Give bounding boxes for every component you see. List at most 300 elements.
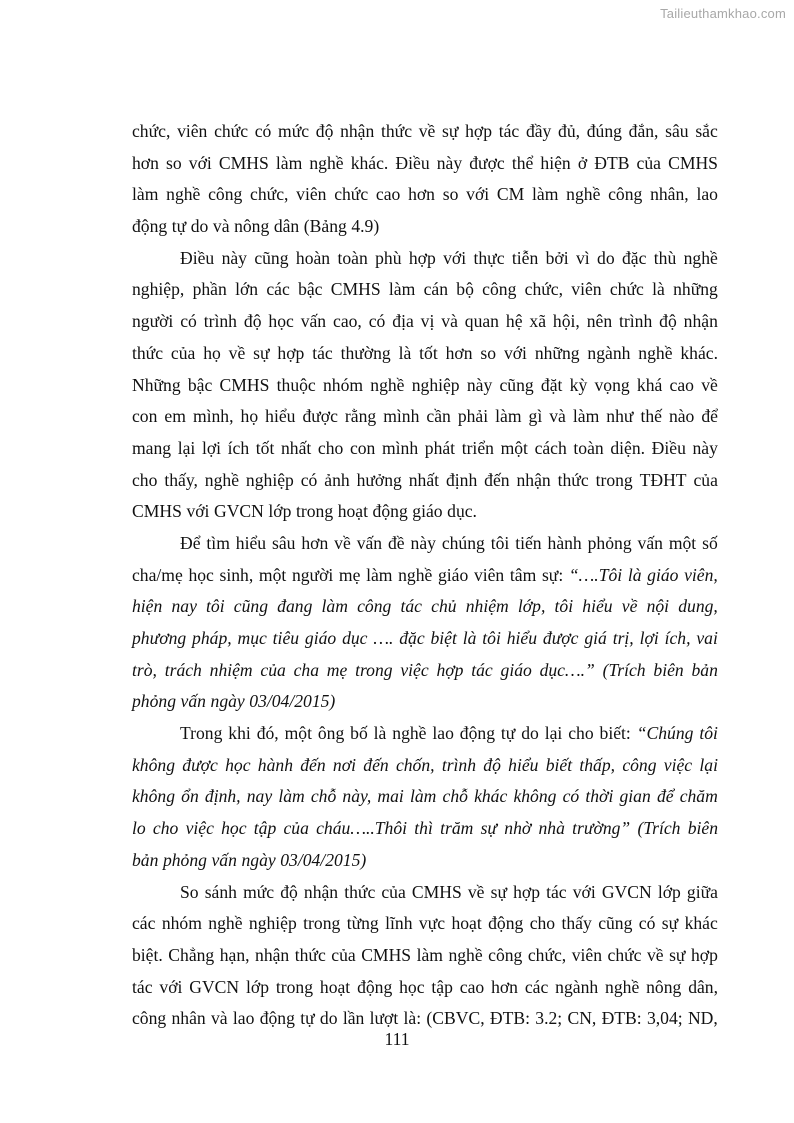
word: thức xyxy=(380,121,412,141)
quote-word: vấn xyxy=(211,849,237,870)
quote-word: trách xyxy=(164,659,202,680)
quote-word: việc xyxy=(185,818,214,839)
word: này xyxy=(466,374,493,395)
word: cho xyxy=(568,723,594,744)
word: nhất xyxy=(280,437,312,458)
text-line xyxy=(132,274,718,306)
quote-word: trị, xyxy=(612,628,634,648)
word: CMHS xyxy=(411,881,462,902)
quote-word: viên, xyxy=(684,564,718,585)
quote-word: dung, xyxy=(678,596,718,617)
word: em xyxy=(164,406,186,427)
word: nghiệp xyxy=(248,913,297,934)
word: các xyxy=(266,279,290,300)
quote-word: 03/04/2015) xyxy=(280,849,367,870)
quote-word: trò, xyxy=(132,659,157,680)
word: công xyxy=(482,279,517,300)
word: cao xyxy=(375,184,401,205)
word: phù xyxy=(375,247,402,268)
word: cao, xyxy=(333,311,362,332)
word: vị xyxy=(420,311,435,332)
word: tìm xyxy=(206,532,230,553)
quote-word: (Trích xyxy=(602,659,646,680)
word: của xyxy=(331,944,356,965)
quote-word: là xyxy=(627,564,642,585)
word: lại xyxy=(544,723,563,744)
word: là: xyxy=(403,1008,422,1029)
word: này xyxy=(692,437,718,458)
quote-word: công xyxy=(622,754,657,775)
word: sắc xyxy=(695,121,718,141)
word: như xyxy=(606,406,634,427)
word: ND, xyxy=(687,1008,718,1029)
word: ông xyxy=(317,723,345,744)
quote-word: hiểu xyxy=(508,754,539,775)
word: so xyxy=(442,184,459,205)
word: một xyxy=(668,532,697,553)
word: nhận xyxy=(303,881,339,902)
word: đúng xyxy=(586,121,622,141)
text-line xyxy=(132,401,718,433)
word: tập xyxy=(431,976,453,997)
word: ĐTB xyxy=(594,152,630,173)
word: hoàn xyxy=(295,247,331,268)
word: hiểu xyxy=(265,406,296,427)
word: so xyxy=(166,152,182,173)
quote-word: học xyxy=(221,818,247,839)
word: lớn xyxy=(235,279,259,300)
text-line xyxy=(132,211,718,243)
word: độ xyxy=(659,311,677,332)
word: một xyxy=(258,564,287,585)
word: con xyxy=(132,406,158,427)
word: và xyxy=(212,216,230,237)
word: bậc xyxy=(298,279,323,300)
word: hoạt xyxy=(451,913,482,934)
quote-word: chỗ xyxy=(442,786,468,807)
quote-word: cho xyxy=(152,818,179,839)
word: với xyxy=(159,976,183,997)
word: sự xyxy=(661,913,679,934)
word: lại xyxy=(177,437,196,458)
word: Chẳng xyxy=(168,944,215,965)
word: và xyxy=(211,1008,228,1029)
word: thức xyxy=(132,342,164,363)
word: vực xyxy=(418,913,446,934)
quote-word: “Chúng xyxy=(636,723,694,744)
quote-word: biệt xyxy=(430,628,457,648)
quote-word: tập xyxy=(253,818,277,839)
word: học xyxy=(268,311,294,332)
word: định xyxy=(445,469,478,490)
word: vấn xyxy=(637,532,663,553)
word: sâu xyxy=(272,532,296,553)
word: nghề xyxy=(392,723,427,744)
quote-word: được xyxy=(182,754,218,775)
quote-word: nay xyxy=(246,786,273,807)
quote-word: phương xyxy=(132,628,187,648)
word: độ xyxy=(315,121,334,141)
quote-word: lo xyxy=(132,818,146,839)
word: mang xyxy=(132,437,172,458)
word: làm xyxy=(532,184,559,205)
word: tự xyxy=(300,1008,315,1029)
word: hội, xyxy=(552,311,580,332)
quote-word: vấn xyxy=(180,691,206,712)
word: Để xyxy=(180,532,201,553)
word: chức xyxy=(609,279,644,300)
word: hơn xyxy=(132,152,159,173)
word: nghề xyxy=(448,944,483,965)
word: hơn xyxy=(491,976,518,997)
word: khá xyxy=(636,374,663,395)
quote-word: mai xyxy=(377,786,404,807)
quote-word: học xyxy=(225,754,251,775)
word: ích xyxy=(227,437,250,458)
quote-word: của xyxy=(283,818,309,839)
word: Những xyxy=(132,374,181,395)
word: hạn, xyxy=(219,944,250,965)
word: xã xyxy=(529,311,547,332)
quote-word: ngày xyxy=(241,849,276,870)
word: chức, xyxy=(524,279,564,300)
quote-word: 03/04/2015) xyxy=(249,691,336,712)
word: diện. xyxy=(610,437,646,458)
word: cần xyxy=(426,406,451,427)
quote-word: bản xyxy=(132,849,159,870)
word: 3.2; xyxy=(535,1008,563,1029)
quote-word: làm xyxy=(278,786,305,807)
word: nhân, xyxy=(650,184,689,205)
word: hiện xyxy=(540,152,571,173)
word: phải xyxy=(457,406,489,427)
word: hành xyxy=(547,532,582,553)
quote-word: vai xyxy=(696,628,718,648)
word: sự xyxy=(669,944,686,965)
word: hơn xyxy=(301,532,329,553)
word: TĐHT xyxy=(639,469,687,490)
word: đặt xyxy=(540,374,563,395)
word: tự xyxy=(171,216,187,237)
quote-word: “….Tôi xyxy=(568,564,623,585)
word: tự xyxy=(500,723,516,744)
word: được xyxy=(469,152,505,173)
word: tiễn xyxy=(511,247,539,268)
word: những xyxy=(534,342,580,363)
word: do xyxy=(521,723,539,744)
quote-word: mẹ xyxy=(326,659,348,680)
word: thường xyxy=(340,342,391,363)
quote-word: mục xyxy=(237,628,267,648)
word: hợp xyxy=(277,342,305,363)
word: CMHS xyxy=(219,374,270,395)
word: có xyxy=(368,311,386,332)
word: nghề xyxy=(638,342,673,363)
word: nhận xyxy=(340,121,375,141)
word: địa xyxy=(392,311,414,332)
word: thuộc xyxy=(276,374,316,395)
quote-word: (Trích xyxy=(637,818,681,839)
word: trong xyxy=(595,469,633,490)
word: GVCN xyxy=(214,501,264,522)
word: sâu xyxy=(665,121,689,141)
word: và xyxy=(441,311,458,332)
word: viên xyxy=(296,184,327,205)
word: về xyxy=(418,121,436,141)
quote-word: trong xyxy=(355,659,393,680)
word: giáo xyxy=(412,501,443,522)
quote-word: thì xyxy=(414,818,433,839)
word: của xyxy=(693,469,718,490)
text-line xyxy=(132,591,718,623)
text-line xyxy=(132,686,718,718)
word: cao xyxy=(459,976,485,997)
text-line xyxy=(132,813,718,845)
word: dân, xyxy=(688,976,718,997)
word: nghề xyxy=(398,564,433,585)
quote-word: chăm xyxy=(679,786,718,807)
word: đắn, xyxy=(628,121,659,141)
watermark-text: Tailieuthamkhao.com xyxy=(660,6,786,21)
word: nghề xyxy=(166,184,201,205)
quote-word: cháu…..Thôi xyxy=(316,818,408,839)
word: bởi xyxy=(545,247,569,268)
text-line xyxy=(132,528,718,560)
word: hiểu xyxy=(235,532,267,553)
quote-word: đến xyxy=(363,754,389,775)
word: (CBVC, xyxy=(426,1008,485,1029)
word: GVCN xyxy=(189,976,240,997)
text-line xyxy=(132,306,718,338)
word: cho xyxy=(132,469,158,490)
quote-word: …. xyxy=(373,628,394,648)
word: nghề xyxy=(566,184,601,205)
word: đề xyxy=(388,532,405,553)
word: họ xyxy=(203,342,221,363)
word: có xyxy=(180,311,197,332)
word: tiến xyxy=(515,532,542,553)
word: về xyxy=(228,342,246,363)
quote-word: nhiệm xyxy=(465,596,509,617)
word: sự xyxy=(490,881,507,902)
word: với xyxy=(503,342,527,363)
word: viên xyxy=(473,564,505,585)
word: mình xyxy=(383,406,420,427)
word: dục. xyxy=(447,501,477,522)
word: Điều xyxy=(180,247,215,268)
word: mình xyxy=(381,437,419,458)
quote-word: tác xyxy=(400,596,422,617)
text-line xyxy=(132,718,718,750)
word: thức xyxy=(557,469,589,490)
word: để xyxy=(701,406,718,427)
word: nghề xyxy=(204,469,239,490)
word: rằng xyxy=(344,406,377,427)
word: làm xyxy=(416,944,443,965)
word: mức xyxy=(278,121,310,141)
word: họ xyxy=(240,406,259,427)
quote-word: dục….” xyxy=(539,659,595,680)
quote-word: tiêu xyxy=(272,628,300,648)
word: nghề xyxy=(208,913,243,934)
word: một xyxy=(500,437,528,458)
word: nên xyxy=(586,311,613,332)
quote-word: hiểu xyxy=(506,628,538,648)
text-line xyxy=(132,496,718,528)
word: CMHS xyxy=(218,152,269,173)
word: lĩnh xyxy=(385,913,413,934)
word: với xyxy=(466,184,490,205)
quote-word: giáo xyxy=(647,564,679,585)
word: người xyxy=(132,311,174,332)
quote-word: thời xyxy=(585,786,614,807)
quote-word: chỗ xyxy=(310,786,337,807)
word: của xyxy=(636,152,661,173)
word: là xyxy=(398,342,412,363)
quote-word: bản xyxy=(691,659,718,680)
word: cũng xyxy=(254,247,289,268)
text-line xyxy=(132,116,718,148)
word: biệt. xyxy=(132,944,163,965)
word: GVCN xyxy=(601,881,652,902)
word: lao xyxy=(696,184,718,205)
page-number: 111 xyxy=(384,1029,410,1049)
word: nhóm xyxy=(322,374,364,395)
word: lượt xyxy=(369,1008,399,1029)
word: nông xyxy=(234,216,270,237)
quote-word: ích, xyxy=(664,628,691,648)
word: động xyxy=(357,976,393,997)
word: chúng xyxy=(441,532,485,553)
word: hưởng xyxy=(356,469,402,490)
word: đó, xyxy=(256,723,279,744)
word: số xyxy=(702,532,718,553)
quote-word: không xyxy=(132,754,175,775)
word: viên xyxy=(571,279,602,300)
word: tâm xyxy=(509,564,537,585)
text-line xyxy=(132,750,718,782)
word: nghề xyxy=(309,152,344,173)
quote-word: cha xyxy=(293,659,320,680)
word: Điều xyxy=(651,437,686,458)
word: làm xyxy=(275,152,303,173)
text-line xyxy=(132,465,718,497)
quote-word: biên xyxy=(653,659,684,680)
word: khi xyxy=(228,723,251,744)
word: tác xyxy=(312,342,333,363)
word: ảnh xyxy=(324,469,350,490)
quote-word: trăm xyxy=(440,818,474,839)
word: ĐTB: xyxy=(601,1008,642,1029)
quote-word: được xyxy=(542,628,579,648)
word: sự: xyxy=(541,564,564,585)
word: về xyxy=(646,944,664,965)
word: đặc xyxy=(621,247,647,268)
text-line xyxy=(132,940,718,972)
word: lao xyxy=(232,1008,255,1029)
word: hợp xyxy=(408,247,436,268)
word: lớp xyxy=(246,976,269,997)
word: CN, xyxy=(567,1008,597,1029)
quote-word: lợi xyxy=(639,628,659,648)
word: ĐTB: xyxy=(489,1008,530,1029)
quote-word: lớp, xyxy=(517,596,546,617)
quote-word: lại xyxy=(699,754,718,775)
quote-word: nhà xyxy=(538,818,565,839)
word: về xyxy=(334,532,351,553)
word: ngành xyxy=(587,342,631,363)
word: sự xyxy=(442,121,459,141)
word: chức, xyxy=(250,184,289,205)
word: này xyxy=(436,152,463,173)
word: thức xyxy=(294,944,326,965)
word: học xyxy=(188,564,214,585)
word: động xyxy=(459,723,495,744)
quote-word: khác xyxy=(474,786,508,807)
word: toàn xyxy=(337,247,368,268)
word: về xyxy=(701,374,718,395)
word: công xyxy=(488,944,523,965)
word: giữa xyxy=(686,881,718,902)
word: quan xyxy=(464,311,499,332)
text-line xyxy=(132,560,718,592)
word: hơn xyxy=(445,342,473,363)
quote-word: trường” xyxy=(572,818,631,839)
word: học xyxy=(399,976,425,997)
word: khác. xyxy=(680,342,718,363)
quote-word: làm xyxy=(409,786,437,807)
quote-word: biết xyxy=(545,754,573,775)
word: tác xyxy=(546,881,567,902)
word: (Bảng xyxy=(303,216,347,237)
word: 4.9) xyxy=(351,216,380,237)
word: nhận xyxy=(516,469,551,490)
word: bậc xyxy=(187,374,213,395)
quote-word: hành xyxy=(257,754,293,775)
word: viên xyxy=(571,944,603,965)
word: con xyxy=(349,437,376,458)
word: cán xyxy=(423,279,449,300)
word: sự xyxy=(253,342,270,363)
word: nhân xyxy=(171,1008,206,1029)
word: làm xyxy=(572,406,600,427)
quote-word: việc xyxy=(663,754,693,775)
word: của xyxy=(170,342,196,363)
text-line xyxy=(132,781,718,813)
text-line xyxy=(132,148,718,180)
quote-word: để xyxy=(656,786,674,807)
quote-word: chốn, xyxy=(395,754,435,775)
quote-word: dục xyxy=(342,628,368,648)
quote-word: giáo xyxy=(304,628,337,648)
word: chức, xyxy=(527,944,567,965)
word: nghề xyxy=(683,247,718,268)
quote-word: nay xyxy=(171,596,197,617)
word: thù xyxy=(653,247,677,268)
word: ngành xyxy=(555,976,599,997)
word: 3,04; xyxy=(646,1008,683,1029)
text-line xyxy=(132,433,718,465)
word: nghề xyxy=(605,976,640,997)
word: từng xyxy=(346,913,379,934)
word: ở xyxy=(577,152,588,173)
word: vấn xyxy=(356,532,383,553)
quote-word: nhiệm xyxy=(209,659,253,680)
word: làm xyxy=(366,564,393,585)
word: thấy xyxy=(561,913,592,934)
quote-word: giáo xyxy=(500,659,532,680)
word: hệ xyxy=(505,311,523,332)
